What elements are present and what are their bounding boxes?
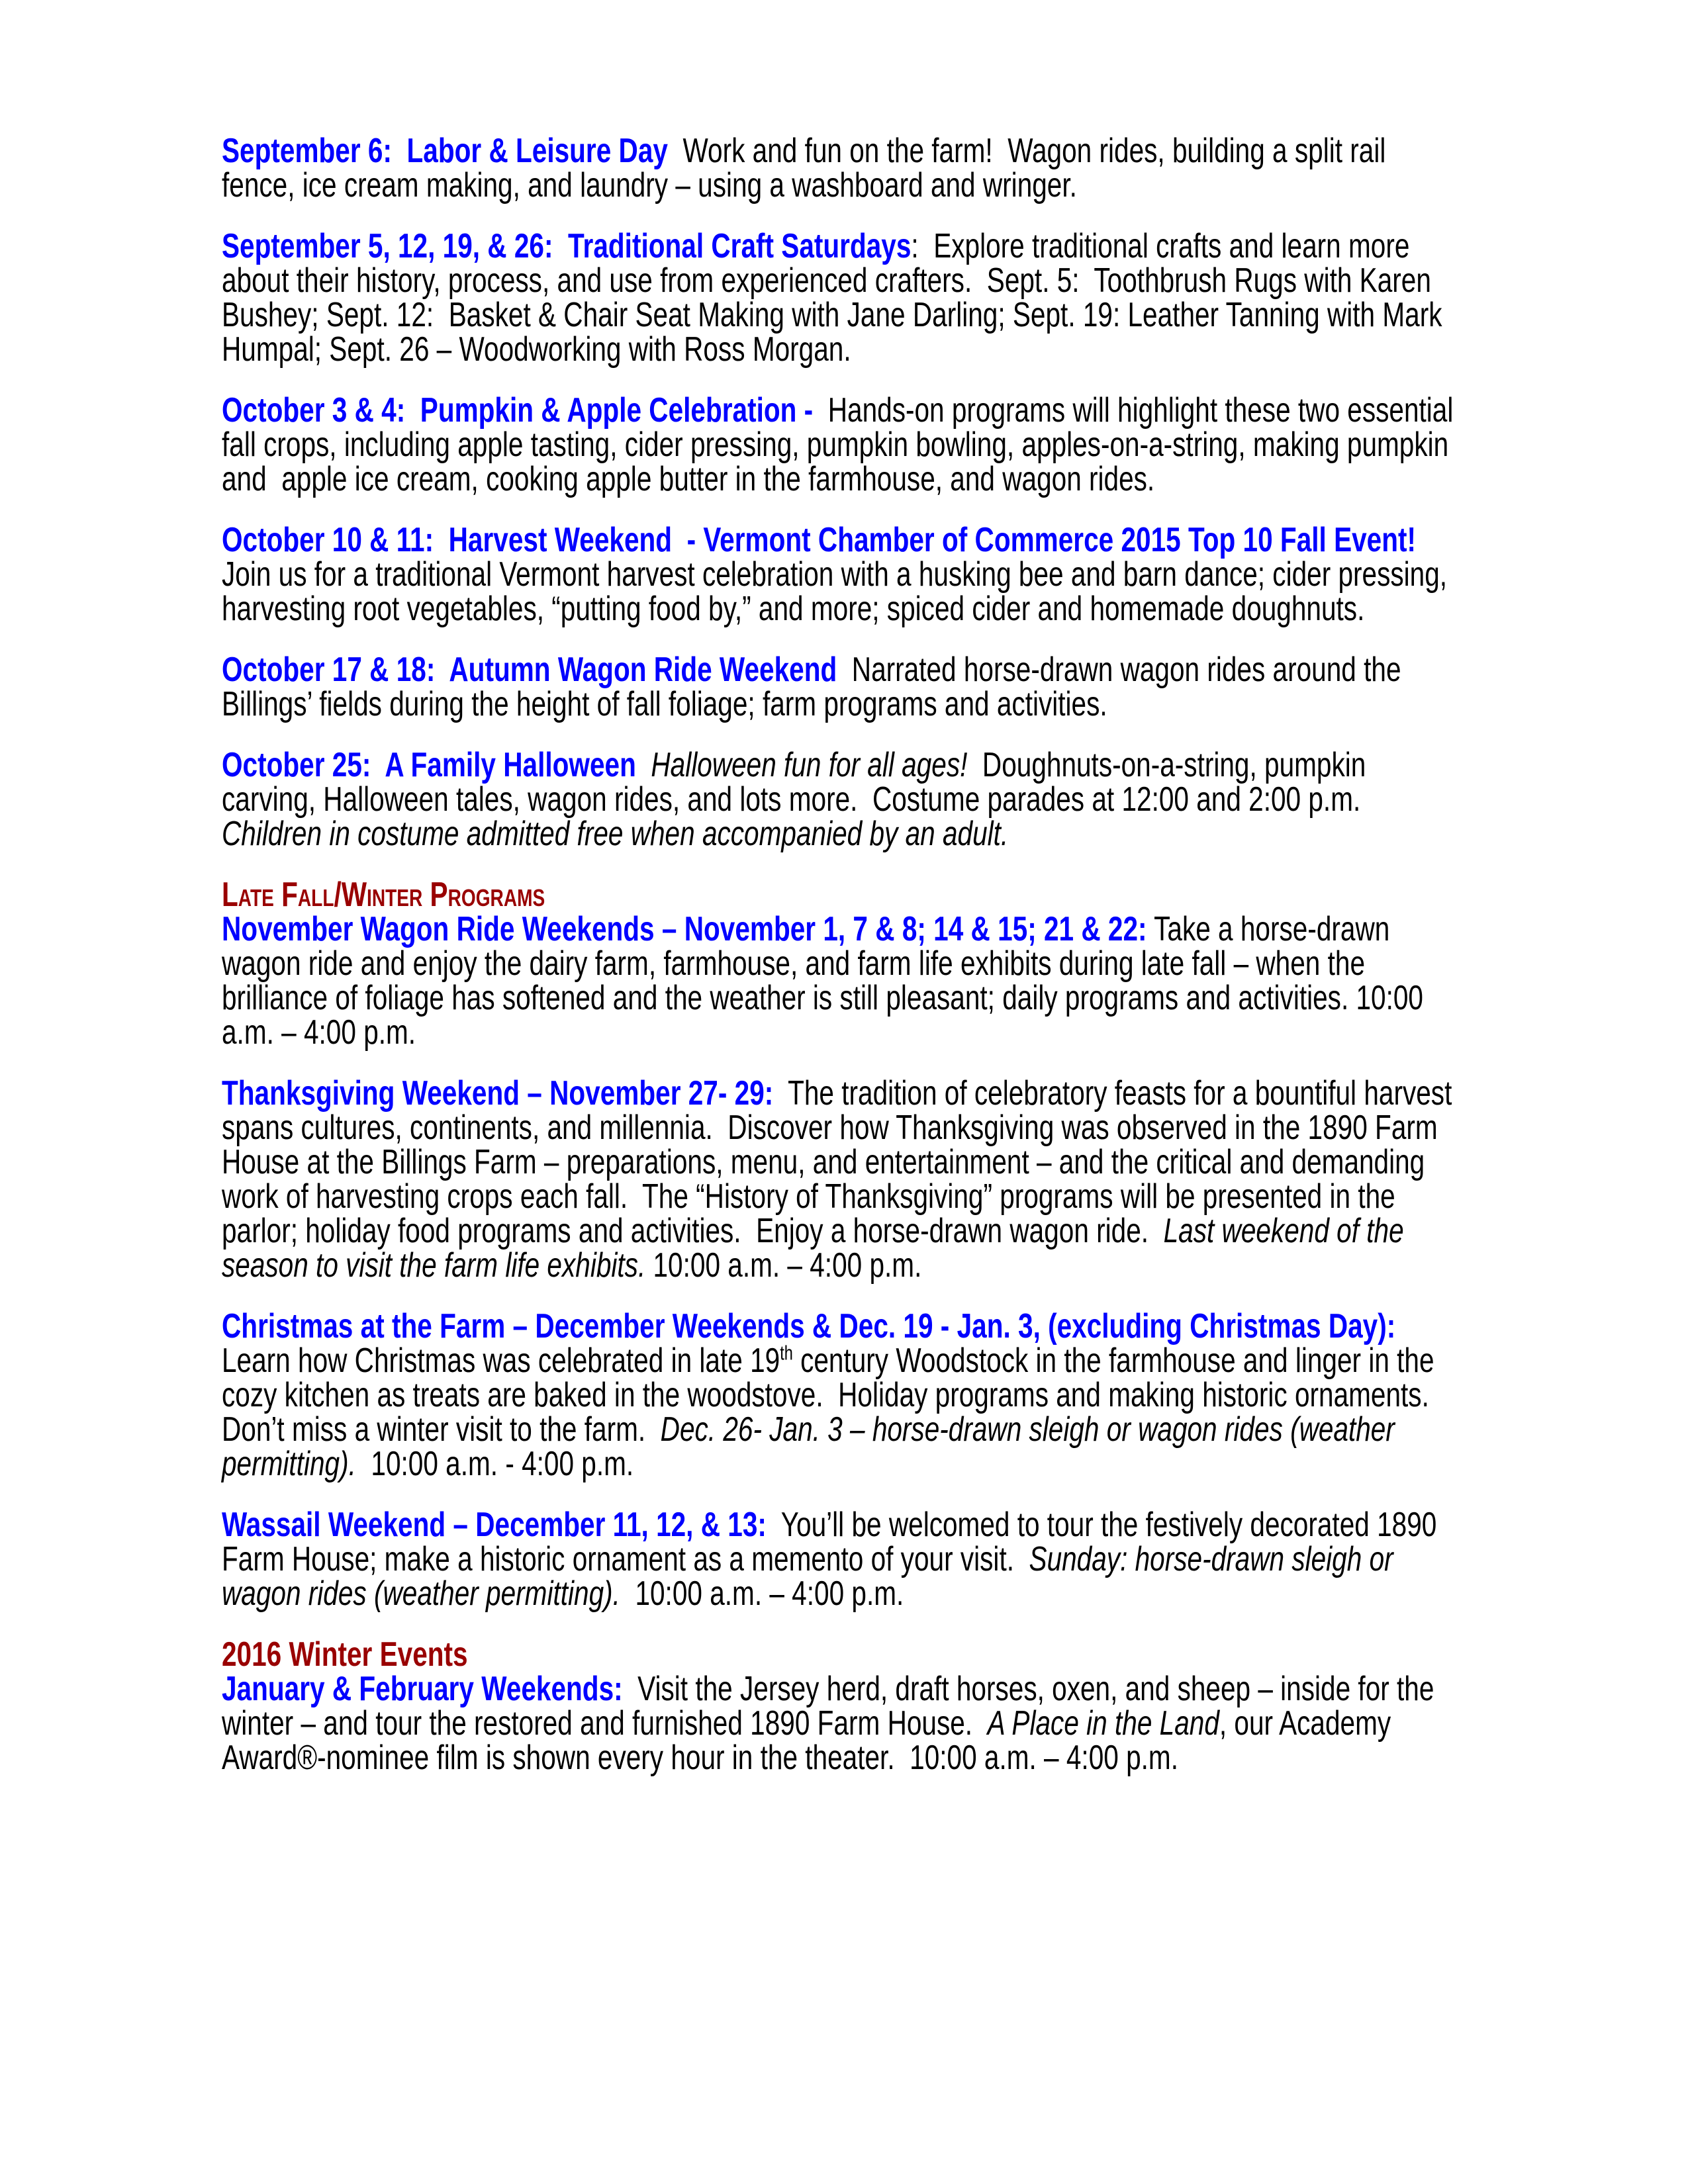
body-run: Hands-on programs will highlight these two essential fall crops, including apple tasting, cider pressing, pumpkin bowling, apples-on-a-string, making pumpkin and apple ice cream, cooking apple butter in the farmhouse, and wagon rides.: [222, 391, 1461, 498]
section-late-fall-winter-programs: [222, 878, 1466, 912]
heading-run: November Wagon Ride Weekends – November 1, 7 & 8; 14 & 15; 21 & 22:: [222, 910, 1147, 948]
body-run: 10:00 a.m. – 4:00 p.m.: [620, 1574, 904, 1613]
event-autumn-wagon-ride-weekend: [222, 653, 1466, 721]
body-run: Join us for a traditional Vermont harvest celebration with a husking bee and barn dance; cider pressing, harvesting root vegetables, “putting food by,” and more; spiced cider and homemade doughnuts.: [222, 521, 1455, 628]
section-title-run: Late Fall/Winter Programs: [222, 876, 545, 914]
body-run: 10:00 a.m. – 4:00 p.m.: [645, 1246, 922, 1285]
heading-run: January & February Weekends:: [222, 1670, 623, 1708]
event-christmas-at-the-farm: [222, 1309, 1466, 1481]
event-harvest-weekend: [222, 523, 1466, 626]
body-run: You’ll be welcomed to tour the festively decorated 1890 Farm House; make a historic ornament as a memento of your visit.: [222, 1506, 1444, 1578]
section-title-run: 2016 Winter Events: [222, 1635, 468, 1674]
italic-run: Dec. 26- Jan. 3 – horse-drawn sleigh or wagon rides (weather permitting).: [222, 1410, 1403, 1483]
body-run: : Explore traditional crafts and learn more about their history, process, and use from experienced crafters. Sept. 5: Toothbrush Rugs with Karen Bushey; Sept. 12: Basket & Chair Seat Making with Jane Darling; Sept. 19: Leather Tanning with Mark Humpal; Sept. 26 – Woodworking with Ross Morgan.: [222, 227, 1450, 369]
event-labor-leisure-day: [222, 134, 1466, 203]
body-run: 10:00 a.m. - 4:00 p.m.: [355, 1445, 634, 1483]
document-content: [222, 134, 1466, 1801]
body-run: The tradition of celebratory feasts for a bountiful harvest spans cultures, continents, and millennia. Discover how Thanksgiving was observed in the 1890 Farm House at the Billings Farm – preparations, menu, and entertainment – and the critical and demanding work of harvesting crops each fall. The “History of Thanksgiving” programs will be presented in the parlor; holiday food programs and activities. Enjoy a horse-drawn wagon ride.: [222, 1074, 1460, 1250]
heading-run: September 5, 12, 19, & 26: Traditional Craft Saturdays: [222, 227, 912, 265]
heading-run: Thanksgiving Weekend – November 27- 29:: [222, 1074, 774, 1113]
section-2016-winter-events: [222, 1637, 1466, 1672]
heading-run: October 17 & 18: Autumn Wagon Ride Weekend: [222, 651, 837, 689]
italic-run: Children in costume admitted free when accompanied by an adult.: [222, 815, 1009, 853]
body-run: century Woodstock in the farmhouse and linger in the cozy kitchen as treats are baked in the woodstove. Holiday programs and making historic ornaments. Don’t miss a winter visit to the farm.: [222, 1342, 1444, 1449]
heading-run: Wassail Weekend – December 11, 12, & 13:: [222, 1506, 767, 1544]
italic-run: Halloween fun for all ages!: [635, 746, 968, 784]
italic-run: A Place in the Land: [987, 1704, 1219, 1743]
body-run: Learn how Christmas was celebrated in late 19: [222, 1307, 1411, 1380]
body-run: Take a horse-drawn wagon ride and enjoy the dairy farm, farmhouse, and farm life exhibits during late fall – when the brilliance of foliage has softened and the weather is still pleasant; daily programs and activities. 10:00 a.m. – 4:00 p.m.: [222, 910, 1431, 1052]
italic-run: Last weekend of the season to visit the farm life exhibits.: [222, 1212, 1411, 1285]
event-january-february-weekends: [222, 1672, 1466, 1775]
superscript-run: th: [780, 1342, 793, 1365]
body-run: Visit the Jersey herd, draft horses, oxen, and sheep – inside for the winter – and tour the restored and furnished 1890 Farm House.: [222, 1670, 1442, 1743]
event-pumpkin-apple-celebration: [222, 393, 1466, 496]
body-run: Narrated horse-drawn wagon rides around the Billings’ fields during the height of fall foliage; farm programs and activities.: [222, 651, 1409, 723]
event-thanksgiving-weekend: [222, 1076, 1466, 1283]
event-family-halloween: [222, 748, 1466, 851]
heading-run: October 25: A Family Halloween: [222, 746, 636, 784]
heading-run: October 10 & 11: Harvest Weekend - Vermont Chamber of Commerce 2015 Top 10 Fall Event!: [222, 521, 1417, 559]
body-run: , our Academy Award®-nominee film is shown every hour in the theater. 10:00 a.m. – 4:00 p.m.: [222, 1704, 1397, 1777]
body-run: Doughnuts-on-a-string, pumpkin carving, Halloween tales, wagon rides, and lots more. Costume parades at 12:00 and 2:00 p.m.: [222, 746, 1374, 819]
event-wassail-weekend: [222, 1508, 1466, 1611]
italic-run: Sunday: horse-drawn sleigh or wagon rides (weather permitting).: [222, 1540, 1401, 1613]
heading-run: Christmas at the Farm – December Weekends & Dec. 19 - Jan. 3, (excluding Christmas Day):: [222, 1307, 1396, 1345]
event-traditional-craft-saturdays: [222, 229, 1466, 367]
heading-run: October 3 & 4: Pumpkin & Apple Celebration -: [222, 391, 814, 430]
body-run: Work and fun on the farm! Wagon rides, building a split rail fence, ice cream making, and laundry – using a washboard and wringer.: [222, 132, 1393, 205]
event-november-wagon-ride-weekends: [222, 912, 1466, 1050]
heading-run: September 6: Labor & Leisure Day: [222, 132, 668, 170]
